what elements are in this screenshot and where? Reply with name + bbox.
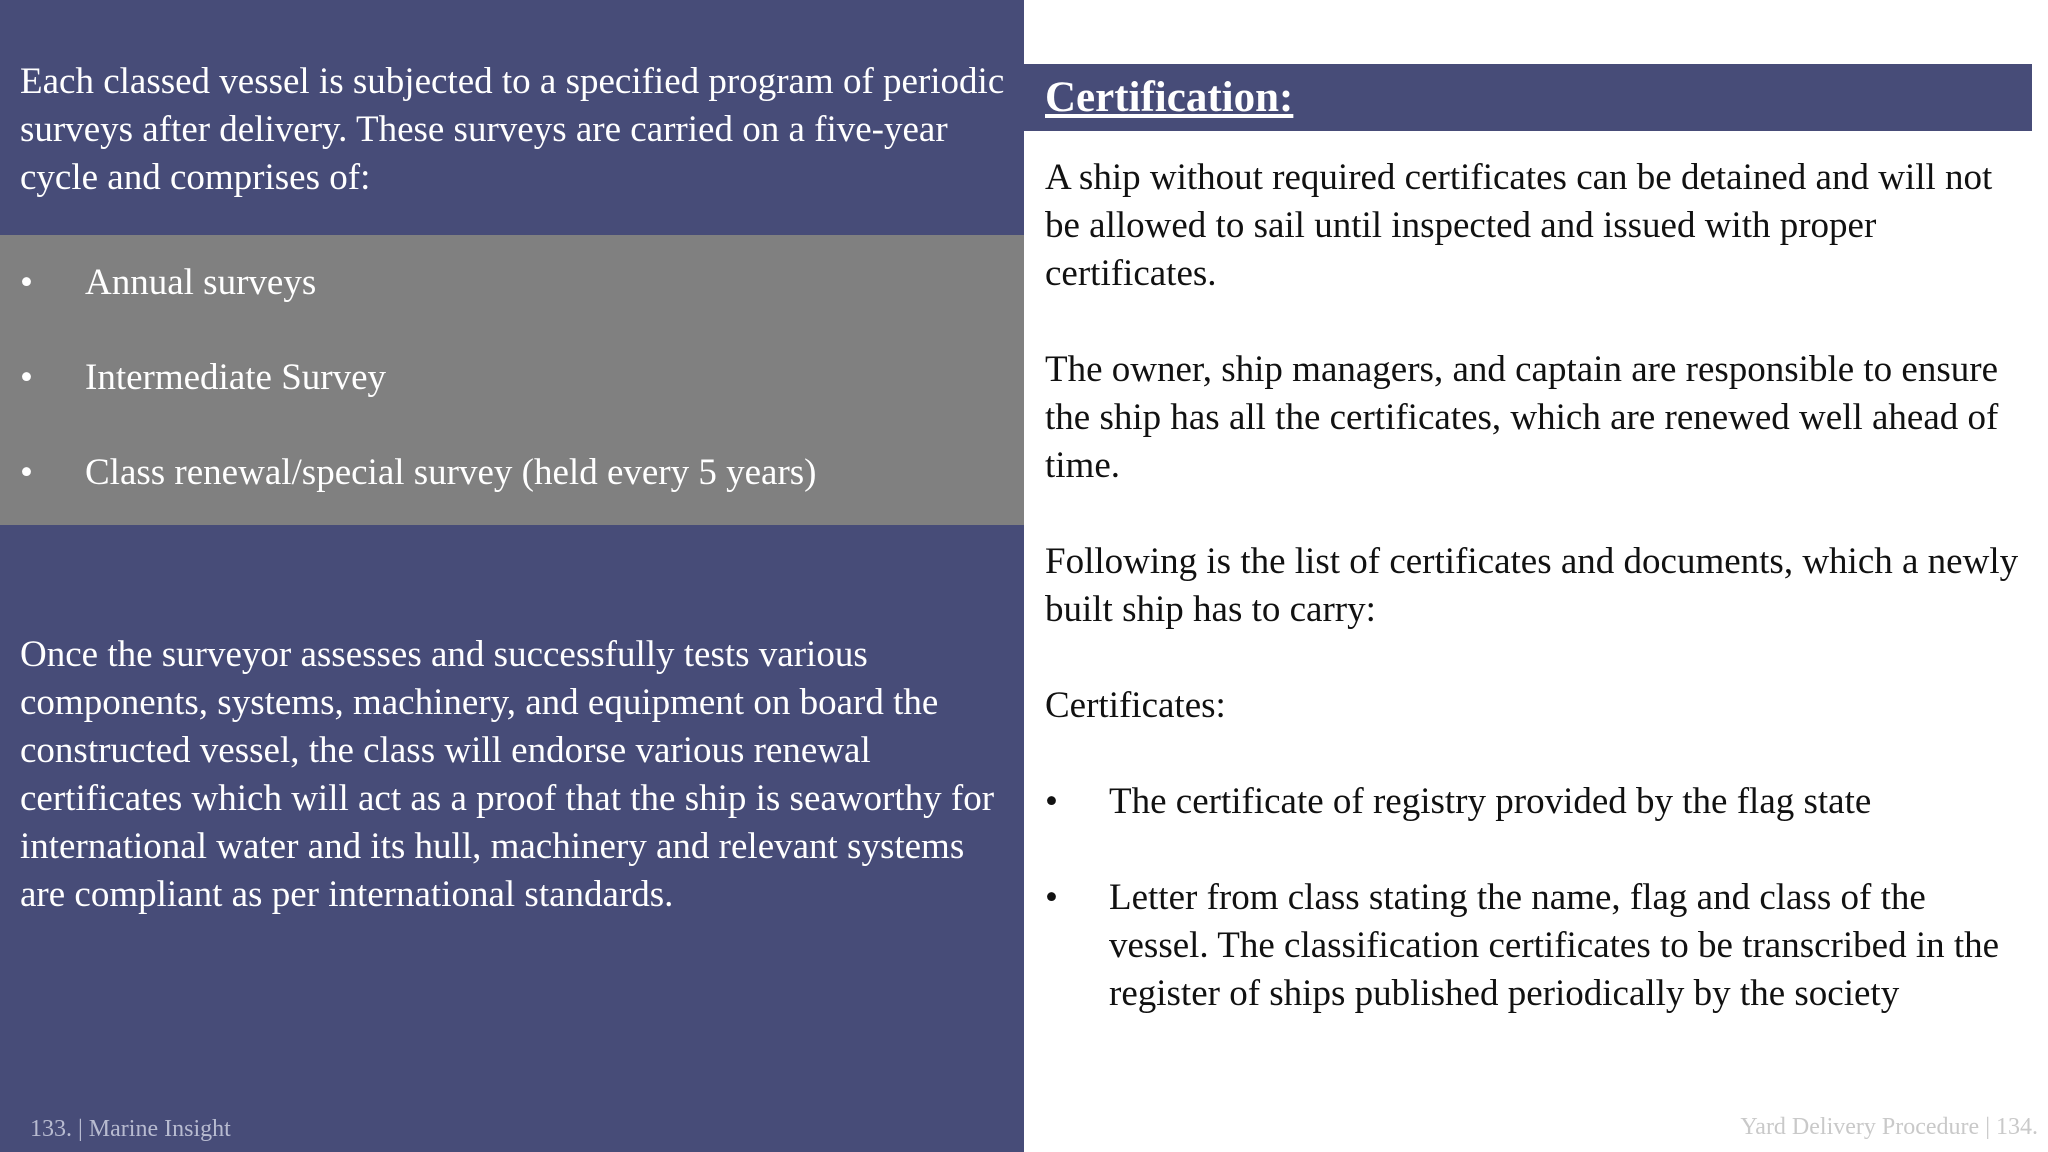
list-item	[1045, 778, 2030, 826]
bullet-icon: •	[20, 262, 33, 303]
paragraph: A ship without required certificates can be detained and will not be allowed to sail until inspected and issued with proper certificates.	[1045, 157, 1993, 294]
paragraph: Following is the list of certificates and documents, which a newly built ship has to carry:	[1045, 541, 2019, 630]
page-footer-left: 133. | Marine Insight	[30, 1116, 231, 1142]
bullet-icon: •	[1045, 877, 1058, 918]
right-page	[1024, 0, 2048, 1152]
outcome-paragraph: Once the surveyor assesses and successfully tests various components, systems, machinery, and equipment on board the constructed vessel, the class will endorse various renewal certificates which will act as a proof that the ship is seaworthy for international water and its hull, machinery and relevant systems are compliant as per international standards.	[20, 634, 995, 915]
paragraph: The owner, ship managers, and captain are responsible to ensure the ship has all the certificates, which are renewed well ahead of time.	[1045, 349, 1999, 486]
list-item	[1045, 874, 2030, 1018]
bullet-icon: •	[20, 357, 33, 398]
survey-list	[20, 259, 1010, 497]
certificate-list	[1045, 778, 2030, 1018]
list-item	[20, 449, 1010, 497]
bullet-icon: •	[1045, 781, 1058, 822]
intro-paragraph: Each classed vessel is subjected to a specified program of periodic surveys after delivery. These surveys are carried on a five-year cycle and comprises of:	[20, 61, 1005, 198]
right-body	[1045, 154, 2030, 1018]
list-item	[20, 259, 1010, 307]
survey-list-band	[0, 235, 1024, 525]
section-heading: Certification:	[1045, 74, 1294, 121]
page-footer-right: Yard Delivery Procedure | 134.	[1740, 1114, 2038, 1140]
survey-item-label: Annual surveys	[85, 262, 317, 303]
certificate-item-label: Letter from class stating the name, flag and class of the vessel. The classification certificates to be transcribed in the register of ships published periodically by the society	[1109, 877, 2000, 1014]
section-header-bar	[1024, 64, 2032, 131]
bullet-icon: •	[20, 452, 33, 493]
survey-item-label: Intermediate Survey	[85, 357, 387, 398]
survey-item-label: Class renewal/special survey (held every 5 years)	[85, 452, 817, 493]
certificates-label: Certificates:	[1045, 685, 1226, 726]
list-item	[20, 354, 1010, 402]
certificate-item-label: The certificate of registry provided by the flag state	[1109, 781, 1872, 822]
